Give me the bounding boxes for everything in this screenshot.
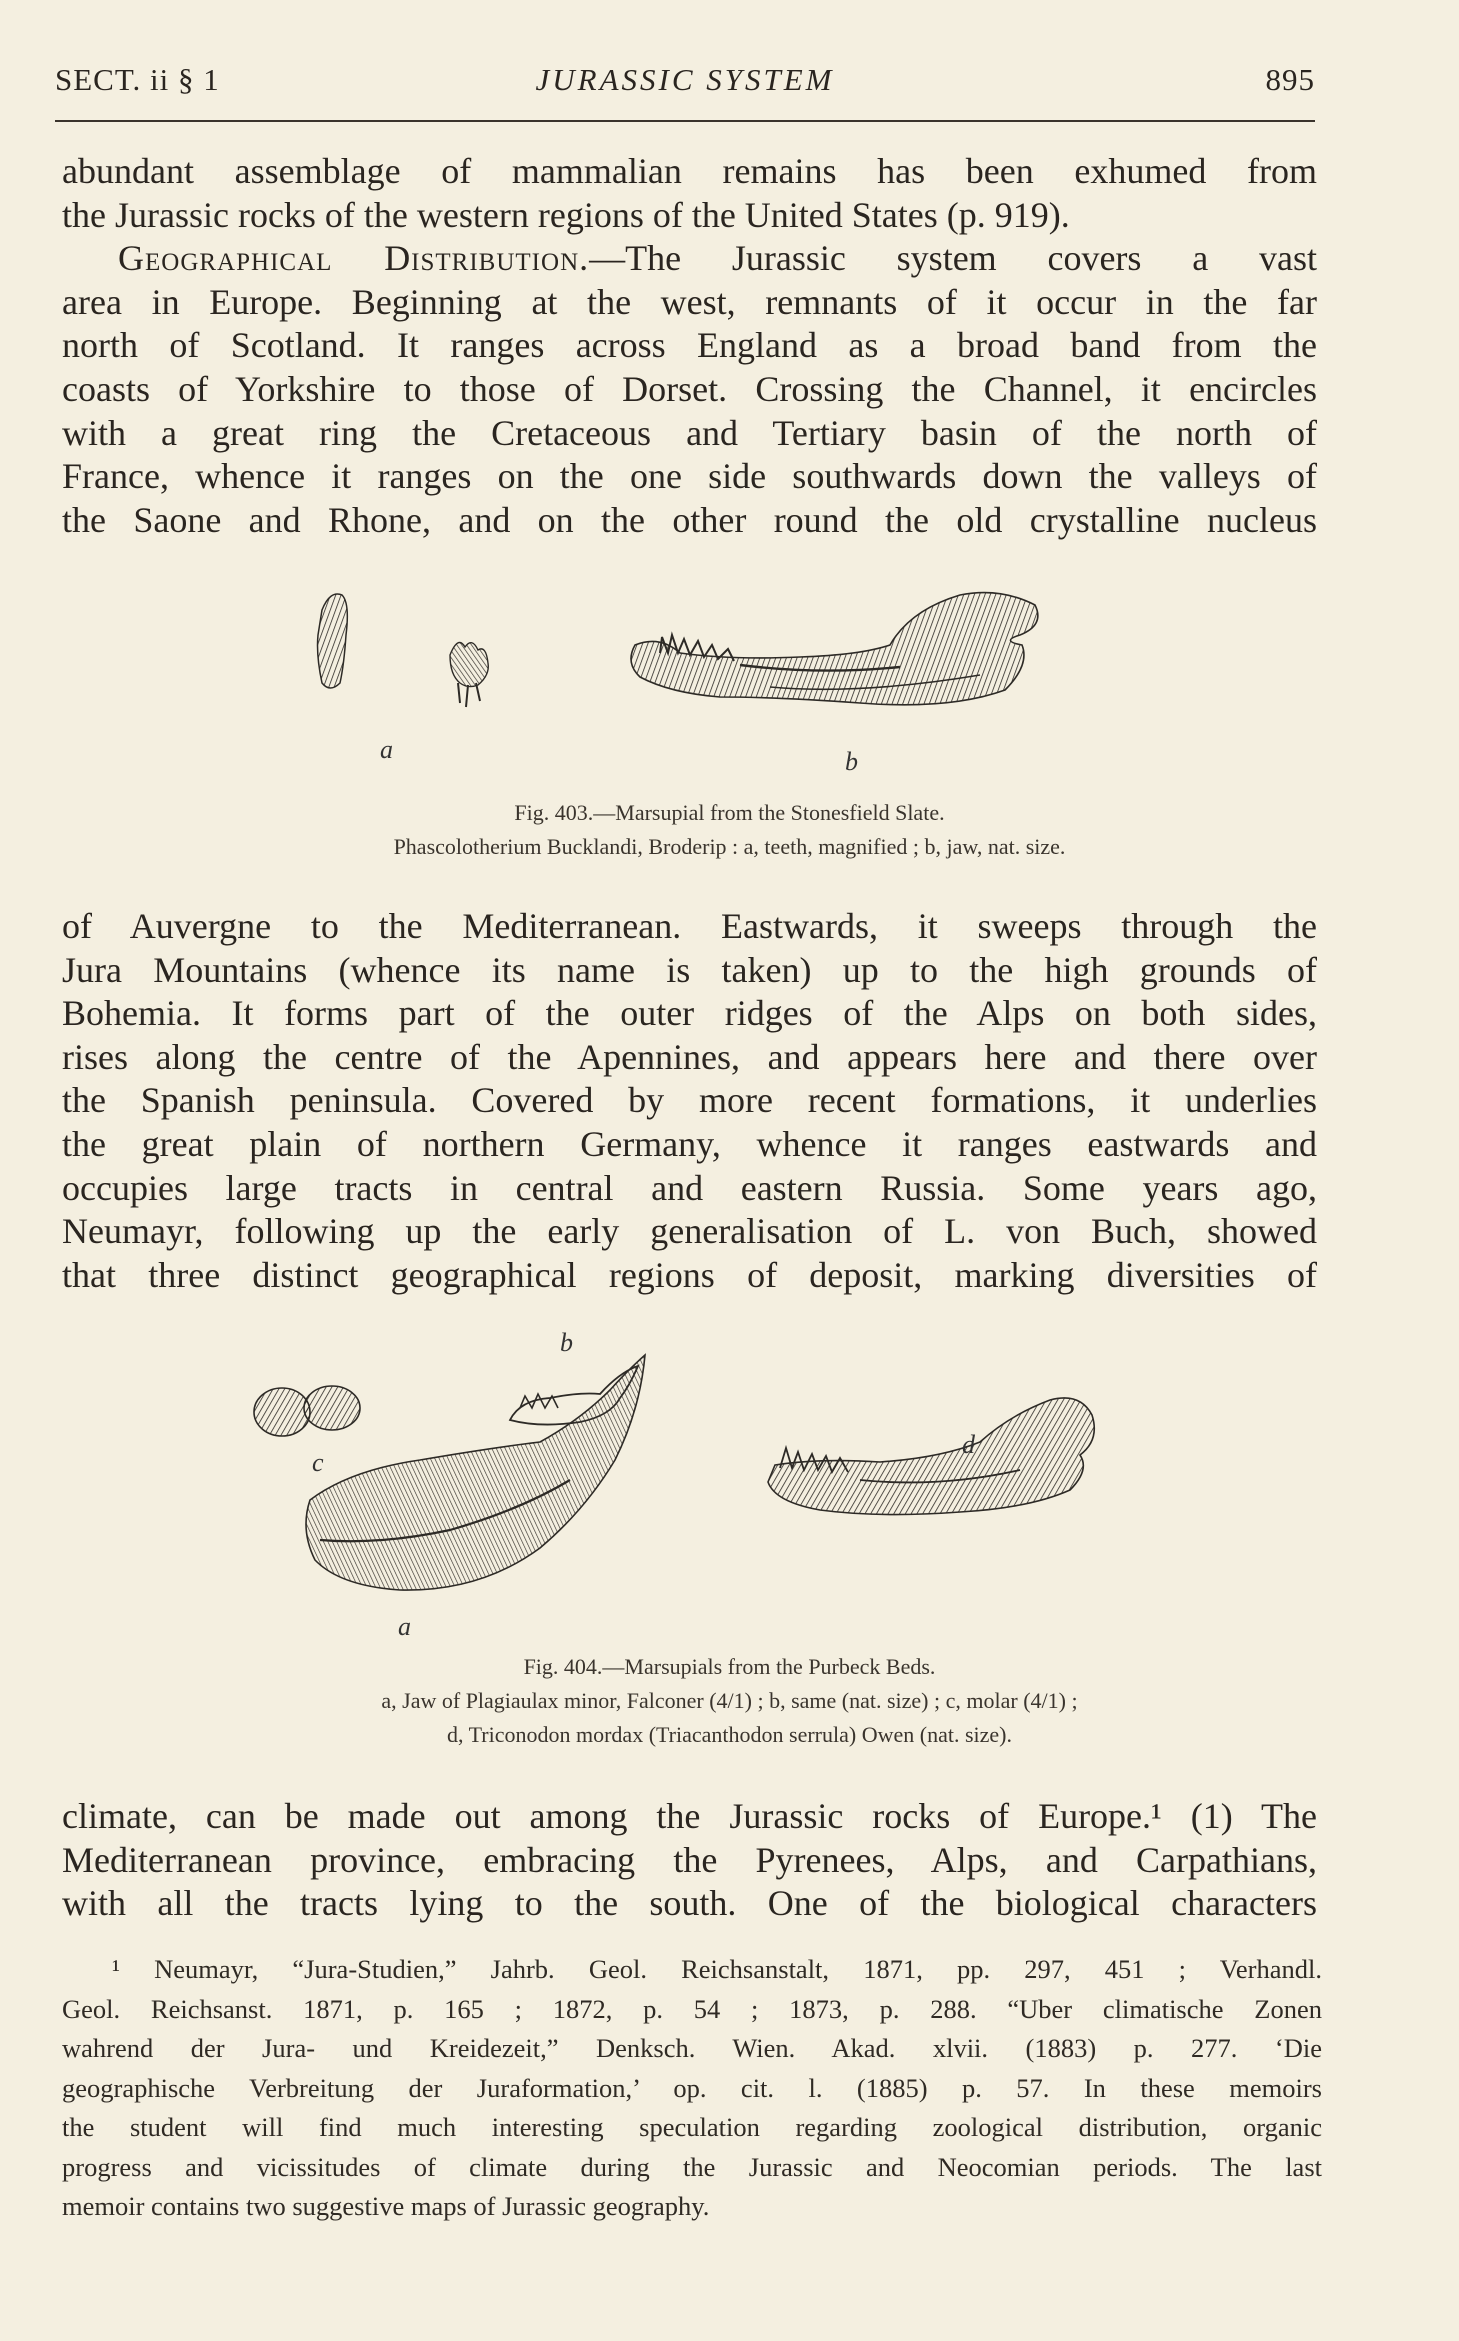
text-line: the Spanish peninsula. Covered by more recent formations, it underlies — [62, 1080, 1317, 1121]
text-line: Neumayr, following up the early generalisation of L. von Buch, showed — [62, 1211, 1317, 1252]
text-line: Mediterranean province, embracing the Pyrenees, Alps, and Carpathians, — [62, 1839, 1317, 1880]
caption-detail: Phascolotherium Bucklandi, Broderip : a, teeth, magnified ; b, jaw, nat. size. — [393, 834, 1066, 859]
text-line: with all the tracts lying to the south. One of the biological characters — [62, 1883, 1317, 1924]
text-line: coasts of Yorkshire to those of Dorset. Crossing the Channel, it encircles — [62, 368, 1317, 409]
text-line: occupies large tracts in central and eastern Russia. Some years ago, — [62, 1167, 1317, 1208]
text-line: abundant assemblage of mammalian remains has been exhumed from — [62, 151, 1317, 191]
footnote-line: wahrend der Jura- und Kreidezeit,” Denksch. Wien. Akad. xlvii. (1883) p. 277. ‘Die — [62, 2033, 1322, 2063]
caption-detail: a, Jaw of Plagiaulax minor, Falconer (4/1) ; b, same (nat. size) ; c, molar (4/1) ; — [381, 1688, 1078, 1713]
footnote-line: geographische Verbreitung der Juraformation,’ op. cit. l. (1885) p. 57. In these memoirs — [62, 2072, 1322, 2103]
text-line: area in Europe. Beginning at the west, remnants of it occur in the far — [62, 281, 1317, 322]
text-line: Jura Mountains (whence its name is taken) up to the high grounds of — [62, 949, 1317, 990]
figure-label-d: d — [962, 1430, 975, 1459]
caption-title: Fig. 403.—Marsupial from the Stonesfield Slate. — [514, 800, 945, 825]
text-line: the great plain of northern Germany, whence it ranges eastwards and — [62, 1123, 1317, 1164]
footnote-line: the student will find much interesting speculation regarding zoological distribution, organic — [62, 2112, 1322, 2142]
figure-label-c: c — [312, 1448, 324, 1477]
text-line: climate, can be made out among the Jurassic rocks of Europe.¹ (1) The — [62, 1796, 1317, 1836]
figure-403-caption — [0, 796, 1459, 864]
figure-404-illustration — [220, 1330, 1180, 1650]
header-rule — [55, 120, 1315, 122]
section-heading: Geographical Distribution. — [118, 238, 590, 279]
figure-403-illustration — [300, 575, 1100, 785]
text-line: of Auvergne to the Mediterranean. Eastwards, it sweeps through the — [62, 906, 1317, 946]
footnote-line: ¹ Neumayr, “Jura-Studien,” Jahrb. Geol. Reichsanstalt, 1871, pp. 297, 451 ; Verhandl. — [112, 1954, 1322, 1984]
marsupial-jaw-illustration — [300, 575, 1100, 785]
caption-detail: d, Triconodon mordax (Triacanthodon serrula) Owen (nat. size). — [447, 1722, 1012, 1747]
text-line: north of Scotland. It ranges across England as a broad band from the — [62, 325, 1317, 366]
text-line: that three distinct geographical regions of deposit, marking diversities of — [62, 1254, 1317, 1295]
text-line: France, whence it ranges on the one side southwards down the valleys of — [62, 456, 1317, 497]
purbeck-marsupials-illustration — [220, 1330, 1180, 1650]
section-label: SECT. ii § 1 — [55, 62, 220, 97]
text-line: rises along the centre of the Apennines, and appears here and there over — [62, 1036, 1317, 1077]
text-line: with a great ring the Cretaceous and Tertiary basin of the north of — [62, 412, 1317, 453]
text-fragment: —The Jurassic system covers a vast — [589, 238, 1317, 279]
figure-404-caption — [0, 1650, 1459, 1752]
text-line — [62, 237, 1317, 281]
caption-title: Fig. 404.—Marsupials from the Purbeck Beds. — [523, 1654, 936, 1679]
figure-label-b: b — [560, 1328, 573, 1357]
page-number: 895 — [1265, 62, 1315, 97]
paragraph-climate — [62, 1795, 1317, 1926]
figure-label-a: a — [398, 1612, 411, 1641]
figure-label-b: b — [845, 747, 858, 776]
chapter-title: JURASSIC SYSTEM — [535, 62, 835, 97]
running-header — [55, 62, 1315, 102]
paragraph-distribution — [62, 905, 1317, 1297]
text-line: Bohemia. It forms part of the outer ridges of the Alps on both sides, — [62, 993, 1317, 1034]
footnote-line: Geol. Reichsanst. 1871, p. 165 ; 1872, p. 54 ; 1873, p. 288. “Uber climatische Zonen — [62, 1993, 1322, 2024]
paragraph-opening — [62, 150, 1317, 542]
figure-label-a: a — [380, 735, 393, 764]
text-line: the Jurassic rocks of the western regions of the United States (p. 919). — [62, 194, 1070, 235]
footnote-line: memoir contains two suggestive maps of Jurassic geography. — [62, 2191, 710, 2221]
text-line: the Saone and Rhone, and on the other round the old crystalline nucleus — [62, 499, 1317, 540]
footnote-line: progress and vicissitudes of climate during the Jurassic and Neocomian periods. The last — [62, 2151, 1322, 2182]
footnote — [62, 1950, 1322, 2227]
